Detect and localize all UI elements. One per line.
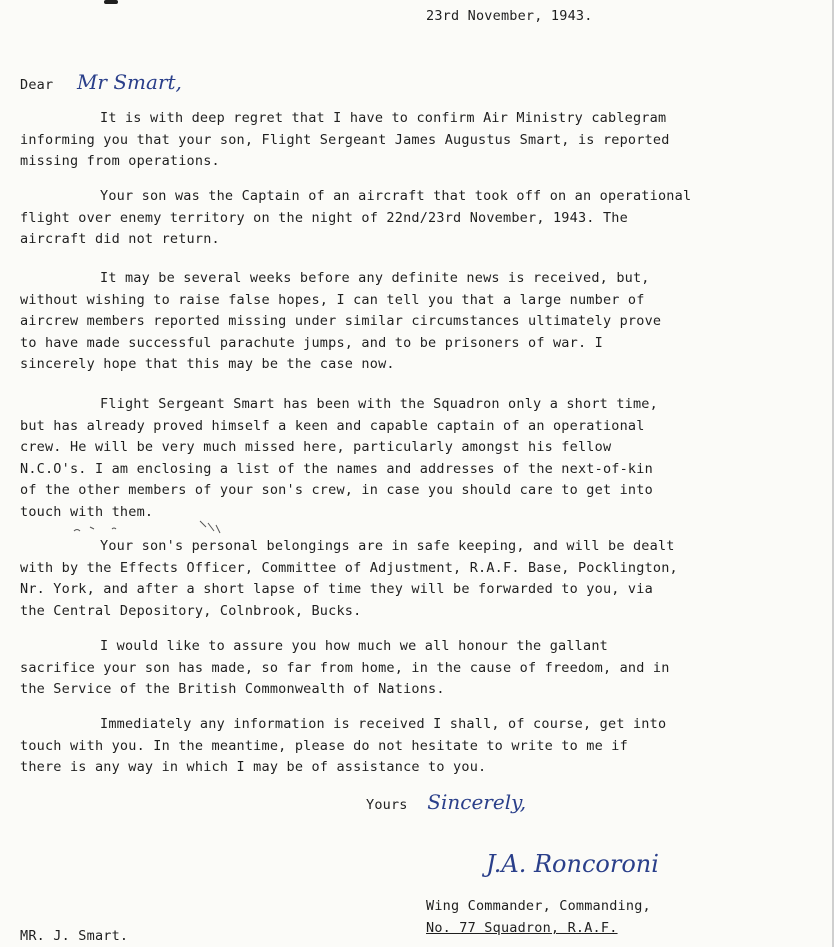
- text-line: touch with them.: [20, 503, 154, 520]
- text-line: Flight Sergeant Smart has been with the Squadron only a short time,: [100, 396, 658, 412]
- text-line: without wishing to raise false hopes, I can tell you that a large number of: [20, 291, 645, 308]
- text-line: to have made successful parachute jumps, and to be prisoners of war. I: [20, 334, 603, 351]
- paragraph-4: [20, 394, 810, 523]
- text-line: Immediately any information is received I shall, of course, get into: [100, 716, 667, 732]
- salutation: [20, 70, 182, 94]
- closing-typed: Yours: [366, 797, 408, 813]
- text-line: there is any way in which I may be of assistance to you.: [20, 759, 487, 775]
- text-line: touch with you. In the meantime, please do not hesitate to write to me if: [20, 737, 628, 754]
- paragraph-7: [20, 714, 810, 779]
- text-line: the Service of the British Commonwealth of Nations.: [20, 681, 445, 697]
- signatory-unit: No. 77 Squadron, R.A.F.: [426, 920, 618, 936]
- signatory-title: Wing Commander, Commanding,: [426, 898, 651, 914]
- closing-handwritten: Sincerely,: [427, 790, 527, 814]
- text-line: flight over enemy territory on the night of 22nd/23rd November, 1943. The: [20, 209, 628, 226]
- text-line: Your son's personal belongings are in safe keeping, and will be dealt: [100, 538, 675, 554]
- text-line: I would like to assure you how much we all honour the gallant: [100, 638, 608, 654]
- text-line: N.C.O's. I am enclosing a list of the names and addresses of the next-of-kin: [20, 460, 653, 477]
- text-line: the Central Depository, Colnbrook, Bucks.: [20, 602, 362, 619]
- text-line: sacrifice your son has made, so far from home, in the cause of freedom, and in: [20, 659, 670, 676]
- closing: [366, 790, 526, 814]
- salutation-typed: Dear: [20, 77, 54, 93]
- text-line: Your son was the Captain of an aircraft that took off on an operational: [100, 188, 692, 204]
- text-line: crew. He will be very much missed here, particularly amongst his fellow: [20, 439, 612, 455]
- salutation-handwritten: Mr Smart,: [76, 70, 182, 94]
- punch-mark: [104, 0, 118, 4]
- text-line: aircrew members reported missing under similar circumstances ultimately prove: [20, 313, 662, 329]
- recipient-name: MR. J. Smart.: [20, 928, 129, 944]
- paragraph-5: [20, 536, 810, 622]
- paragraph-1: [20, 108, 810, 173]
- text-line: missing from operations.: [20, 153, 220, 169]
- text-line: with by the Effects Officer, Committee of Adjustment, R.A.F. Base, Pocklington,: [20, 559, 678, 576]
- text-line: informing you that your son, Flight Sergeant James Augustus Smart, is reported: [20, 131, 670, 148]
- text-line: aircraft did not return.: [20, 231, 220, 247]
- text-line: but has already proved himself a keen and capable captain of an operational: [20, 417, 645, 434]
- text-line: of the other members of your son's crew, in case you should care to get into: [20, 482, 653, 498]
- text-line: It is with deep regret that I have to confirm Air Ministry cablegram: [100, 110, 667, 126]
- paragraph-3: [20, 268, 810, 376]
- paragraph-2: [20, 186, 810, 251]
- paragraph-6: [20, 636, 810, 701]
- letter-date: 23rd November, 1943.: [426, 8, 593, 24]
- text-line: sincerely hope that this may be the case now.: [20, 356, 395, 372]
- text-line: Nr. York, and after a short lapse of time they will be forwarded to you, via: [20, 581, 653, 597]
- text-line: It may be several weeks before any definite news is received, but,: [100, 270, 650, 286]
- signature: J.A. Roncoroni: [486, 850, 659, 878]
